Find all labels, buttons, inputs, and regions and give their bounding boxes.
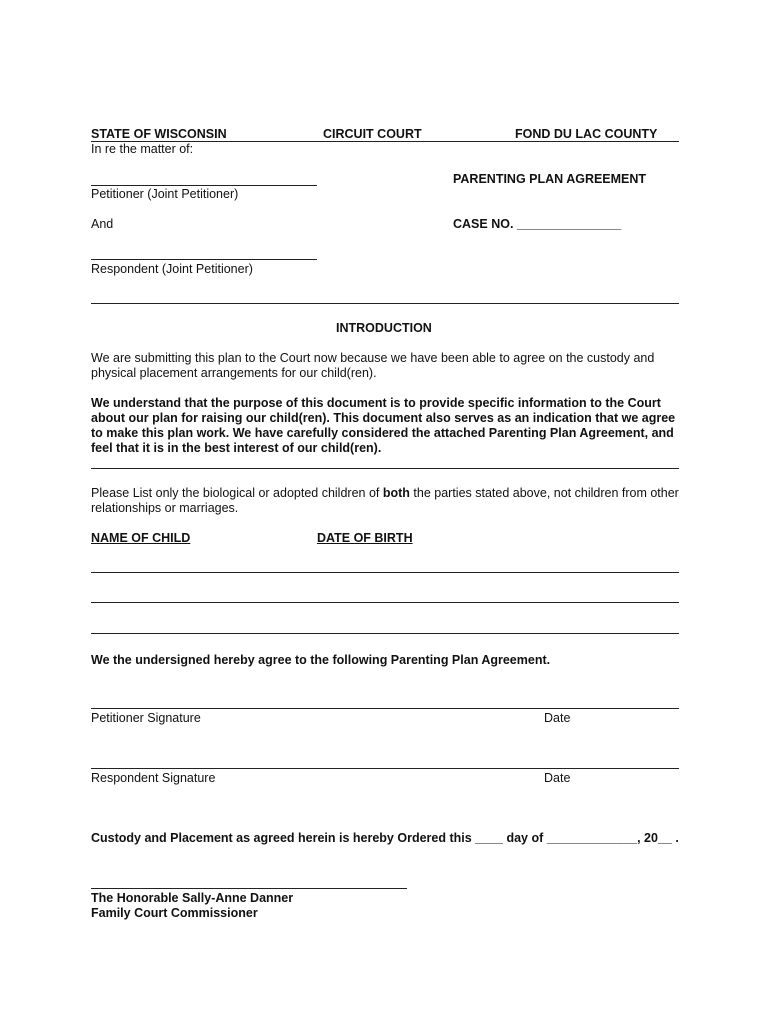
introduction-paragraph-1: We are submitting this plan to the Court now because we have been able to agree on the custody and physical placement arrangements for our child(ren). xyxy=(91,351,655,380)
case-label: CASE NO. xyxy=(453,217,514,231)
case-number-blank[interactable]: _______________ xyxy=(516,217,622,231)
instruction-text-b: the parties stated above, not children from other relationships or marriages. xyxy=(91,486,679,515)
petitioner-signature-line[interactable] xyxy=(91,708,679,709)
court-label: CIRCUIT COURT xyxy=(323,127,422,141)
respondent-date-label: Date xyxy=(544,771,571,785)
order-month-blank[interactable]: _____________ xyxy=(546,831,638,845)
petitioner-line[interactable] xyxy=(91,185,317,186)
judge-signature-line[interactable] xyxy=(91,888,407,889)
respondent-signature-label: Respondent Signature xyxy=(91,771,216,785)
matter-label: In re the matter of: xyxy=(91,142,194,156)
child-row-line[interactable] xyxy=(91,572,679,573)
petitioner-signature-label: Petitioner Signature xyxy=(91,711,201,725)
child-row-line[interactable] xyxy=(91,602,679,603)
case-number xyxy=(453,217,621,231)
instruction-text-a: Please List only the biological or adopted children of xyxy=(91,486,383,500)
name-of-child-header: NAME OF CHILD xyxy=(91,531,191,545)
order-statement xyxy=(91,831,679,845)
state-label: STATE OF WISCONSIN xyxy=(91,127,227,141)
agreement-statement: We the undersigned hereby agree to the following Parenting Plan Agreement. xyxy=(91,653,551,667)
intro-rule xyxy=(91,468,679,469)
document-title: PARENTING PLAN AGREEMENT xyxy=(453,172,647,186)
and-label: And xyxy=(91,217,114,231)
instruction-emphasis: both xyxy=(382,486,410,500)
judge-name: The Honorable Sally-Anne Danner xyxy=(91,891,294,905)
respondent-line[interactable] xyxy=(91,259,317,260)
order-year[interactable]: , 20__ . xyxy=(637,831,679,845)
introduction-heading: INTRODUCTION xyxy=(336,321,432,335)
petitioner-label: Petitioner (Joint Petitioner) xyxy=(91,187,239,201)
judge-title: Family Court Commissioner xyxy=(91,906,258,920)
children-instruction xyxy=(91,486,683,516)
respondent-label: Respondent (Joint Petitioner) xyxy=(91,262,253,276)
order-text-mid: day of xyxy=(502,831,547,845)
order-day-blank[interactable]: ____ xyxy=(475,831,503,845)
respondent-signature-line[interactable] xyxy=(91,768,679,769)
section-rule xyxy=(91,303,679,304)
date-of-birth-header: DATE OF BIRTH xyxy=(317,531,413,545)
county-label: FOND DU LAC COUNTY xyxy=(515,127,658,141)
child-row-line[interactable] xyxy=(91,633,679,634)
order-text-start: Custody and Placement as agreed herein is hereby Ordered this xyxy=(91,831,476,845)
introduction-paragraph-2: We understand that the purpose of this document is to provide specific information to the Court about our plan for raising our child(ren). This document also serves as an indication that we agree to make this plan work. We have carefully considered the attached Parenting Plan Agreement, and feel that it is in the best interest of our child(ren). xyxy=(91,396,676,455)
petitioner-date-label: Date xyxy=(544,711,571,725)
